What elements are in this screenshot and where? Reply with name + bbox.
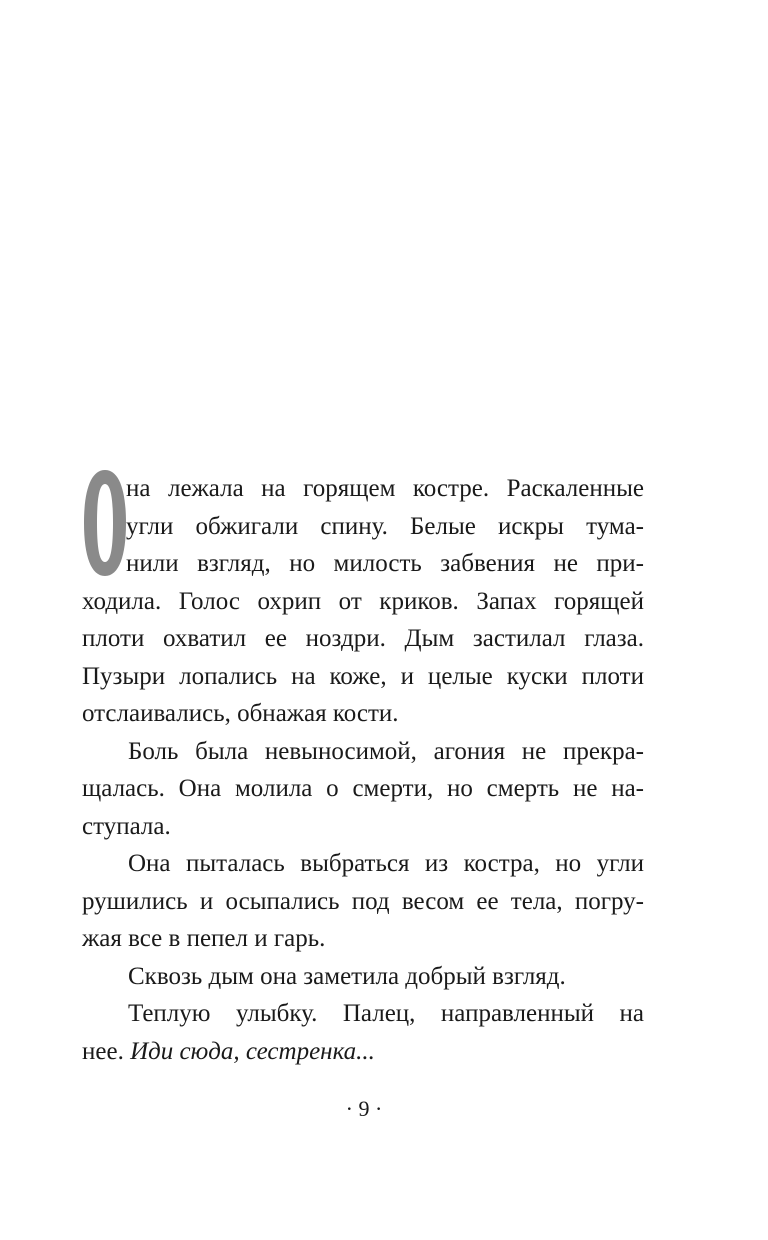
text-line: Сквозь дым она заметила добрый взгляд.	[128, 962, 566, 990]
main-text	[82, 470, 644, 1070]
text-line: плоти охватил ее ноздри. Дым застилал глаза.	[82, 625, 644, 652]
text-line: Пузыри лопались на коже, и целые куски плоти	[82, 662, 644, 690]
text-line: отслаивались, обнажая кости.	[82, 700, 399, 727]
text-line: ступала.	[82, 812, 171, 840]
text-line: ходила. Голос охрип от криков. Запах горящей	[82, 587, 644, 615]
text-line: на лежала на горящем костре. Раскаленные	[126, 475, 644, 502]
text-line: жая все в пепел и гарь.	[82, 925, 326, 952]
text-line: щалась. Она молила о смерти, но смерть не на-	[82, 775, 644, 802]
text-line: Она пыталась выбраться из костра, но угли	[128, 850, 644, 877]
text-line: рушились и осыпались под весом ее тела, погру-	[82, 887, 644, 915]
text-line: Теплую улыбку. Палец, направленный на	[128, 1000, 644, 1027]
text-line-final	[82, 1033, 644, 1071]
final-line-prefix: нее.	[82, 1037, 131, 1065]
text-line: нили взгляд, но милость забвения не при-	[126, 550, 644, 577]
italic-speech: Иди сюда, сестренка...	[130, 1037, 375, 1065]
text-line: угли обжигали спину. Белые искры тума-	[126, 512, 644, 540]
page-number: · 9 ·	[345, 1096, 383, 1121]
text-line: Боль была невыносимой, агония не прекра-	[128, 737, 644, 765]
